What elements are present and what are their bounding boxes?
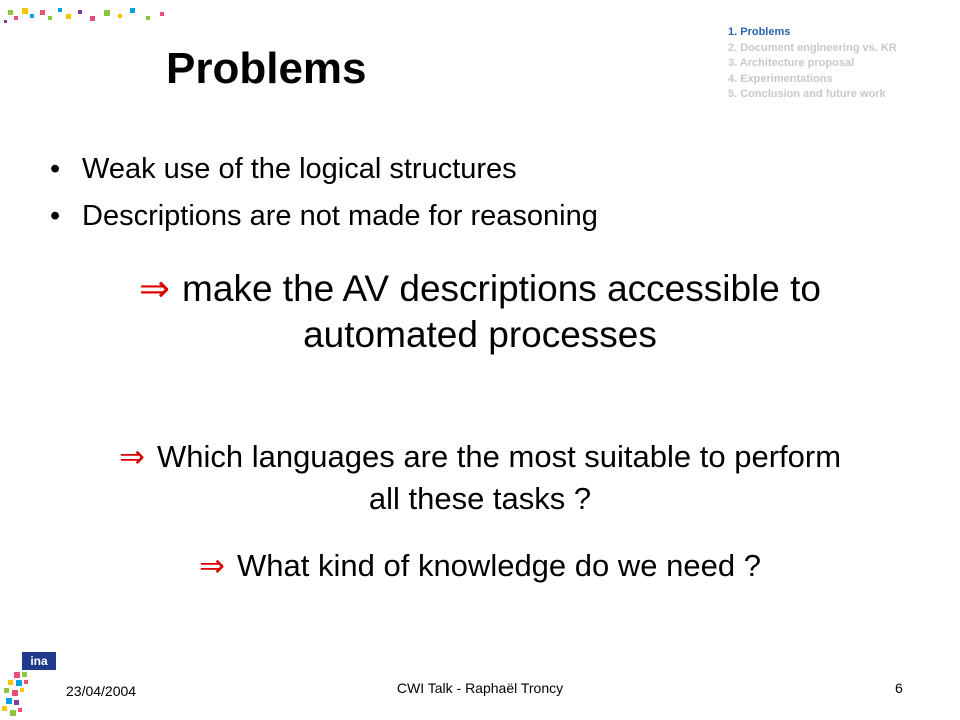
bullet-dot-icon: • [50, 153, 61, 185]
conclusion-statement [100, 266, 860, 358]
question-knowledge [100, 545, 860, 587]
toc-item-problems[interactable]: 1. Problems [728, 26, 791, 38]
bullet-text: Descriptions are not made for reasoning [82, 200, 598, 232]
question-text: Which languages are the most suitable to perform all these tasks ? [156, 439, 842, 516]
bullet-dot-icon: • [50, 200, 61, 232]
toc-item-architecture[interactable]: 3. Architecture proposal [728, 57, 855, 69]
toc-item-conclusion[interactable]: 5. Conclusion and future work [728, 88, 886, 100]
page-number: 6 [895, 680, 903, 696]
footer-date: 23/04/2004 [66, 683, 137, 699]
table-of-contents [728, 25, 897, 103]
conclusion-text: make the AV descriptions accessible to automated processes [182, 268, 821, 355]
toc-item-document-engineering[interactable] [728, 41, 897, 57]
bullet-item [50, 193, 598, 240]
toc-item-experimentations[interactable]: 4. Experimentations [728, 72, 833, 85]
question-text: What kind of knowledge do we need ? [237, 548, 761, 583]
slide-title: Problems [166, 44, 367, 93]
toc-item-document-engineering-label: 2. Document engineering vs. KR [728, 41, 897, 54]
footer-author: CWI Talk - Raphaël Troncy [396, 680, 564, 696]
question-languages [100, 436, 860, 520]
logo-text: ina [30, 654, 48, 668]
implies-arrow-icon: ⇒ [199, 548, 226, 583]
implies-arrow-icon: ⇒ [139, 268, 171, 309]
bullet-list [50, 146, 598, 240]
bullet-text: Weak use of the logical structures [82, 153, 517, 185]
bullet-item [50, 146, 598, 193]
decorative-pixel-pattern [0, 0, 180, 40]
implies-arrow-icon: ⇒ [118, 439, 145, 474]
